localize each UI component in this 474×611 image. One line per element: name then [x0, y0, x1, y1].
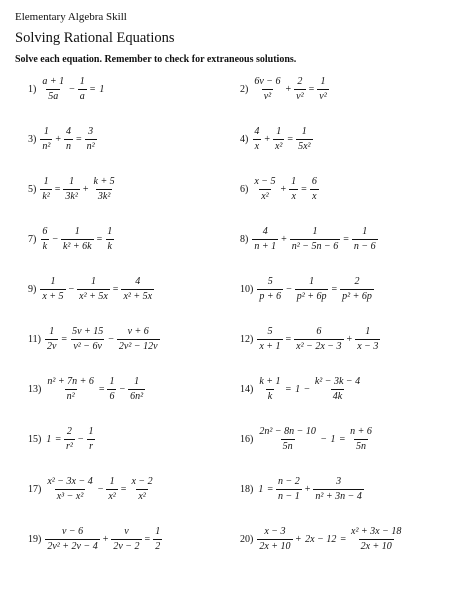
equation	[39, 226, 115, 252]
fraction	[252, 126, 261, 152]
denominator: 2v² − 12v	[118, 340, 158, 352]
numerator: x − 5	[254, 176, 276, 187]
denominator: 6n²	[130, 390, 144, 402]
denominator: n²	[86, 140, 95, 152]
numerator: v	[124, 526, 129, 537]
denominator: r²	[65, 440, 73, 452]
numerator: 5v + 15	[72, 326, 104, 337]
operator: −	[52, 233, 58, 245]
fraction	[107, 376, 116, 402]
fraction	[77, 276, 110, 302]
numerator: 2	[66, 426, 72, 437]
fraction	[317, 76, 328, 102]
operator: −	[69, 83, 75, 95]
equation	[39, 276, 155, 302]
fraction	[70, 326, 105, 352]
fraction	[290, 226, 341, 252]
operator: =	[61, 333, 68, 345]
operator: +	[285, 83, 292, 95]
fraction	[257, 326, 282, 352]
problem-16	[240, 422, 375, 456]
fraction	[252, 176, 277, 202]
fraction	[340, 276, 374, 302]
fraction	[78, 76, 87, 102]
numerator: 1	[276, 126, 282, 137]
denominator: k	[267, 390, 273, 402]
operator: +	[280, 183, 287, 195]
operator: =	[331, 283, 338, 295]
operator: =	[343, 233, 349, 245]
numerator: x − 3	[264, 526, 286, 537]
fraction	[289, 176, 298, 202]
operator: =	[96, 233, 103, 245]
problem-9	[28, 272, 155, 306]
denominator: n² + 3n − 4	[315, 490, 362, 502]
numerator: 1	[362, 226, 368, 237]
equation	[256, 276, 375, 302]
equation	[44, 476, 155, 502]
operator: =	[112, 283, 119, 295]
denominator: 2	[155, 540, 161, 552]
numerator: 1	[74, 226, 80, 237]
numerator: 1	[50, 276, 56, 287]
operator: +	[264, 133, 270, 145]
numerator: n² + 7n + 6	[47, 376, 94, 387]
fraction	[111, 526, 141, 552]
problem-13	[28, 372, 146, 406]
problem-8	[240, 222, 379, 256]
problem-number: 12)	[240, 333, 254, 345]
numerator: 4	[135, 276, 141, 287]
fraction	[257, 376, 282, 402]
numerator: 1	[312, 226, 318, 237]
fraction	[63, 176, 79, 202]
denominator: 2v − 2	[113, 540, 140, 552]
problem-number: 20)	[240, 533, 254, 545]
numerator: 5	[267, 276, 273, 287]
fraction	[128, 376, 145, 402]
operator: =	[285, 333, 292, 345]
numerator: 2	[354, 276, 360, 287]
fraction	[310, 176, 319, 202]
denominator: k² + 6k	[62, 240, 92, 252]
denominator: x + 1	[259, 340, 281, 352]
numerator: 1	[109, 476, 115, 487]
numerator: 1	[107, 226, 113, 237]
numerator: 2n² − 8n − 10	[259, 426, 316, 437]
problem-10	[240, 272, 375, 306]
problem-4	[240, 122, 314, 156]
denominator: v²	[319, 90, 327, 102]
numerator: 4	[262, 226, 268, 237]
denominator: 2v² + 2v − 4	[47, 540, 98, 552]
worksheet-instructions: Solve each equation. Remember to check for extraneous solutions.	[15, 54, 297, 65]
denominator: n + 1	[254, 240, 277, 252]
numerator: 1	[49, 326, 55, 337]
numerator: 3	[88, 126, 94, 137]
operator: +	[304, 483, 311, 495]
numerator: v + 6	[127, 326, 149, 337]
fraction	[64, 126, 73, 152]
numerator: 1	[320, 76, 326, 87]
operator: −	[320, 433, 327, 445]
equation	[256, 476, 365, 502]
denominator: x²	[138, 490, 146, 502]
operator: =	[267, 483, 273, 495]
fraction	[313, 376, 362, 402]
operator: =	[285, 383, 292, 395]
operator: =	[55, 433, 61, 445]
operator: −	[77, 433, 84, 445]
denominator: 5a	[48, 90, 59, 102]
problem-number: 3)	[28, 133, 37, 145]
fraction	[40, 176, 51, 202]
problem-3	[28, 122, 98, 156]
problem-number: 5)	[28, 183, 37, 195]
fraction	[153, 526, 162, 552]
term: 1	[46, 433, 52, 445]
fraction	[257, 426, 318, 452]
problem-number: 18)	[240, 483, 254, 495]
problem-19	[28, 522, 163, 556]
problem-20	[240, 522, 404, 556]
problem-number: 6)	[240, 183, 249, 195]
operator: =	[301, 183, 307, 195]
operator: =	[98, 383, 105, 395]
operator: −	[119, 383, 126, 395]
operator: +	[281, 233, 287, 245]
numerator: x² − 3x − 4	[47, 476, 93, 487]
operator: =	[144, 533, 151, 545]
denominator: n² − 5n − 6	[291, 240, 339, 252]
fraction	[40, 276, 65, 302]
denominator: x² + 5x	[79, 290, 108, 302]
problem-number: 13)	[28, 383, 42, 395]
fraction	[295, 276, 329, 302]
worksheet-skill-label: Elementary Algebra Skill	[15, 11, 127, 23]
denominator: p + 6	[259, 290, 282, 302]
problem-number: 14)	[240, 383, 254, 395]
denominator: k²	[42, 190, 50, 202]
problem-number: 10)	[240, 283, 254, 295]
fraction	[257, 276, 283, 302]
denominator: x	[291, 190, 296, 202]
equation	[251, 126, 313, 152]
denominator: p² + 6p	[342, 290, 372, 302]
numerator: 6	[42, 226, 48, 237]
numerator: 3	[336, 476, 342, 487]
problem-11	[28, 322, 161, 356]
numerator: 1	[134, 376, 140, 387]
operator: −	[68, 283, 75, 295]
numerator: 1	[69, 176, 75, 187]
fraction	[273, 126, 284, 152]
problem-number: 2)	[240, 83, 249, 95]
numerator: 1	[90, 276, 96, 287]
equation	[256, 426, 375, 452]
numerator: k + 1	[259, 376, 281, 387]
numerator: 6v − 6	[254, 76, 281, 87]
numerator: x² + 3x − 18	[351, 526, 402, 537]
fraction	[105, 226, 114, 252]
denominator: v²	[296, 90, 304, 102]
denominator: 5x²	[298, 140, 311, 152]
denominator: x	[312, 190, 317, 202]
fraction	[355, 326, 380, 352]
denominator: p² + 6p	[296, 290, 327, 302]
denominator: x	[254, 140, 260, 152]
equation	[44, 376, 146, 402]
numerator: 1	[109, 376, 115, 387]
numerator: 1	[365, 326, 371, 337]
denominator: n²	[66, 390, 75, 402]
fraction	[348, 426, 374, 452]
numerator: 5	[267, 326, 273, 337]
numerator: 4	[254, 126, 260, 137]
fraction	[129, 476, 154, 502]
operator: −	[304, 383, 310, 395]
numerator: 1	[79, 76, 85, 87]
denominator: x − 3	[357, 340, 379, 352]
problem-6	[240, 172, 320, 206]
operator: =	[54, 183, 61, 195]
fraction	[45, 476, 94, 502]
numerator: 1	[43, 176, 49, 187]
denominator: 3k²	[97, 190, 111, 202]
denominator: v² − 6v	[73, 340, 102, 352]
problem-number: 17)	[28, 483, 42, 495]
denominator: n − 1	[277, 490, 300, 502]
problem-15	[28, 422, 97, 456]
equation	[39, 176, 117, 202]
equation	[44, 326, 161, 352]
numerator: v − 6	[61, 526, 84, 537]
fraction	[252, 226, 278, 252]
term: 1	[99, 83, 105, 95]
equation	[251, 176, 319, 202]
operator: +	[102, 533, 109, 545]
equation	[44, 526, 163, 552]
fraction	[257, 526, 292, 552]
numerator: 1	[43, 126, 49, 137]
fraction	[313, 476, 364, 502]
equation	[256, 526, 404, 552]
problem-number: 15)	[28, 433, 42, 445]
fraction	[45, 376, 96, 402]
problem-number: 8)	[240, 233, 249, 245]
denominator: 4k	[332, 390, 343, 402]
denominator: 2x + 10	[259, 540, 291, 552]
problem-12	[240, 322, 381, 356]
numerator: k + 5	[93, 176, 115, 187]
equation	[39, 76, 106, 102]
fraction	[85, 126, 97, 152]
problem-number: 7)	[28, 233, 37, 245]
term: 2x − 12	[305, 533, 337, 545]
denominator: n	[65, 140, 71, 152]
denominator: a	[79, 90, 85, 102]
denominator: r	[89, 440, 93, 452]
denominator: 5n	[282, 440, 293, 452]
numerator: n − 2	[277, 476, 300, 487]
denominator: x²	[261, 190, 269, 202]
fraction	[294, 76, 305, 102]
operator: −	[286, 283, 292, 295]
fraction	[87, 426, 96, 452]
fraction	[45, 326, 58, 352]
problem-14	[240, 372, 363, 406]
fraction	[276, 476, 302, 502]
fraction	[121, 276, 154, 302]
denominator: x² + 5x	[123, 290, 153, 302]
fraction	[294, 326, 343, 352]
problem-5	[28, 172, 118, 206]
denominator: 5n	[356, 440, 366, 452]
problem-number: 11)	[28, 333, 41, 345]
numerator: a + 1	[42, 76, 65, 87]
problem-7	[28, 222, 115, 256]
term: 1	[258, 483, 264, 495]
fraction	[61, 226, 94, 252]
denominator: n − 6	[353, 240, 376, 252]
denominator: x + 5	[42, 290, 64, 302]
operator: =	[75, 133, 82, 145]
problem-1	[28, 72, 106, 106]
fraction	[45, 526, 99, 552]
numerator: 2	[297, 76, 303, 87]
problem-number: 16)	[240, 433, 254, 445]
operator: +	[295, 533, 302, 545]
operator: =	[287, 133, 294, 145]
numerator: 1	[291, 176, 297, 187]
operator: =	[339, 433, 346, 445]
operator: +	[346, 333, 353, 345]
operator: −	[97, 483, 104, 495]
denominator: k	[42, 240, 48, 252]
numerator: k² − 3k − 4	[314, 376, 361, 387]
term: 1	[295, 383, 301, 395]
denominator: 2x + 10	[360, 540, 392, 552]
operator: =	[340, 533, 346, 545]
equation	[251, 76, 329, 102]
numerator: 1	[155, 526, 161, 537]
operator: =	[308, 83, 315, 95]
fraction	[296, 126, 312, 152]
fraction	[92, 176, 117, 202]
term: 1	[330, 433, 336, 445]
denominator: 3k²	[65, 190, 78, 202]
problem-18	[240, 472, 365, 506]
numerator: 1	[301, 126, 307, 137]
equation	[39, 126, 97, 152]
fraction	[352, 226, 378, 252]
problem-17	[28, 472, 156, 506]
operator: =	[89, 83, 96, 95]
fraction	[40, 226, 49, 252]
problem-2	[240, 72, 330, 106]
fraction	[40, 76, 66, 102]
numerator: n + 6	[350, 426, 372, 437]
fraction	[117, 326, 160, 352]
denominator: 6	[109, 390, 115, 402]
fraction	[64, 426, 75, 452]
equation	[251, 226, 378, 252]
problem-number: 4)	[240, 133, 249, 145]
numerator: 6	[316, 326, 322, 337]
denominator: 2v	[46, 340, 57, 352]
worksheet-title: Solving Rational Equations	[15, 30, 175, 46]
fraction	[349, 526, 403, 552]
denominator: n²	[42, 140, 51, 152]
equation	[256, 326, 381, 352]
operator: =	[120, 483, 127, 495]
operator: −	[108, 333, 114, 345]
denominator: x² − 2x − 3	[296, 340, 342, 352]
equation	[256, 376, 363, 402]
operator: +	[82, 183, 89, 195]
denominator: k	[107, 240, 112, 252]
numerator: x − 2	[131, 476, 153, 487]
numerator: 1	[88, 426, 94, 437]
operator: +	[55, 133, 61, 145]
fraction	[252, 76, 282, 102]
numerator: 4	[65, 126, 71, 137]
problem-number: 9)	[28, 283, 37, 295]
numerator: 6	[311, 176, 317, 187]
problem-number: 19)	[28, 533, 42, 545]
problem-number: 1)	[28, 83, 37, 95]
equation	[44, 426, 96, 452]
fraction	[106, 476, 117, 502]
denominator: x²	[274, 140, 283, 152]
denominator: v²	[263, 90, 272, 102]
fraction	[40, 126, 52, 152]
denominator: x²	[108, 490, 116, 502]
numerator: 1	[309, 276, 315, 287]
denominator: x³ − x²	[56, 490, 84, 502]
